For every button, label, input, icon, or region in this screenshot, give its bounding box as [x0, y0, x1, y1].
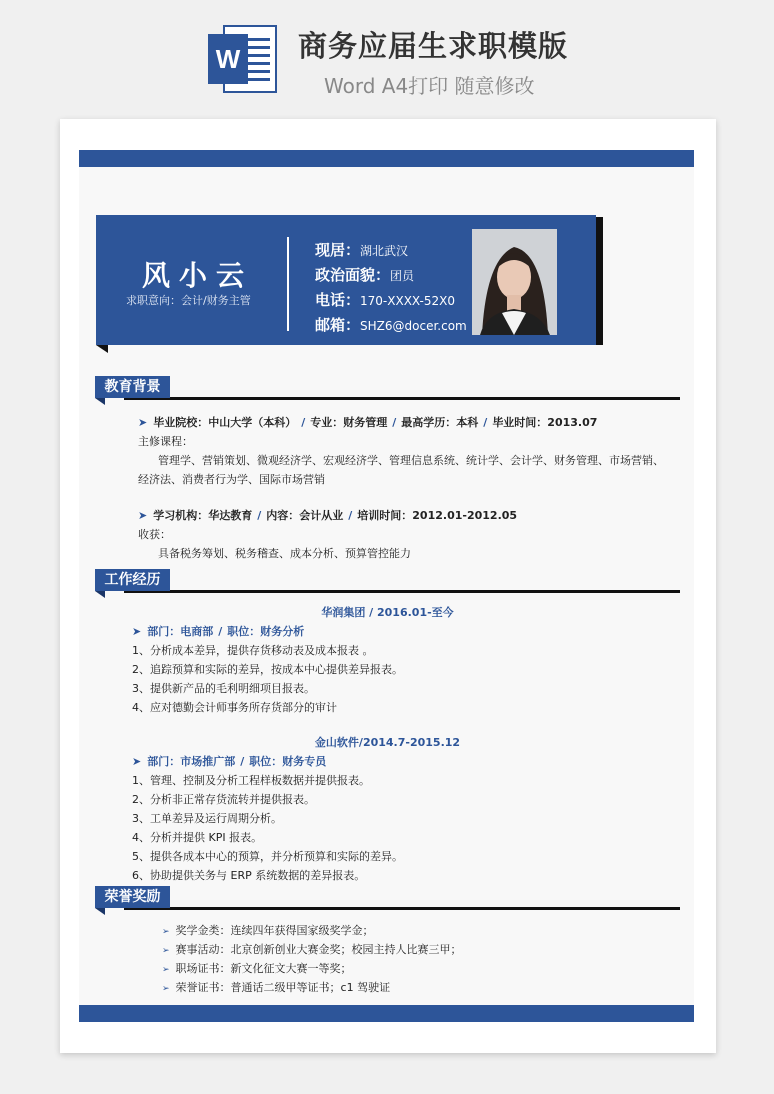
job-intent: 求职意向：会计/财务主管: [126, 294, 251, 307]
gains-label: 收获：: [138, 528, 171, 541]
education-entry-2: ➤ 学习机构：华达教育 / 内容：会计从业 / 培训时间：2012.01-2012.05: [138, 509, 518, 522]
job-1-company: 华润集团 / 2016.01-至今: [321, 606, 454, 619]
courses-label: 主修课程：: [138, 435, 193, 448]
honor-item-4: ➢ 荣誉证书：普通话二级甲等证书；c1 驾驶证: [162, 981, 391, 994]
header-notch: [96, 345, 108, 353]
education-entry-1: ➤ 毕业院校：中山大学（本科） / 专业：财务管理 / 最高学历：本科 / 毕业时间：2013.07: [138, 416, 598, 429]
job-1-duty-2: 2、追踪预算和实际的差异，按成本中心提供差异报表。: [132, 663, 403, 676]
courses-line-1: 管理学、营销策划、微观经济学、宏观经济学、管理信息系统、统计学、会计学、财务管理、市场营销、: [158, 454, 664, 467]
courses-line-2: 经济法、消费者行为学、国际市场营销: [138, 473, 325, 486]
job-1-duty-4: 4、应对德勤会计师事务所存货部分的审计: [132, 701, 337, 714]
job-2-duty-3: 3、工单差异及运行周期分析。: [132, 812, 282, 825]
header-divider: [287, 237, 289, 331]
chevron-right-icon: ➤: [132, 625, 142, 638]
info-phone: 电话：170-XXXX-52X0: [315, 291, 455, 309]
logo-letter: W: [215, 44, 241, 74]
triangle-right-icon: ➢: [162, 965, 170, 975]
job-1-duty-1: 1、分析成本差异，提供存货移动表及成本报表 。: [132, 644, 374, 657]
triangle-right-icon: ➢: [162, 984, 170, 994]
bottom-accent-bar: [79, 1005, 694, 1022]
honor-item-3: ➢ 职场证书：新文化征文大赛一等奖；: [162, 962, 352, 975]
job-2-duty-1: 1、管理、控制及分析工程样板数据并提供报表。: [132, 774, 370, 787]
job-2-role: ➤ 部门：市场推广部 / 职位：财务专员: [132, 755, 327, 768]
job-1-duty-3: 3、提供新产品的毛利明细项目报表。: [132, 682, 315, 695]
job-2-company: 金山软件/2014.7-2015.12: [314, 736, 461, 749]
job-1-role: ➤ 部门：电商部 / 职位：财务分析: [132, 625, 305, 638]
honor-item-2: ➢ 赛事活动：北京创新创业大赛金奖；校园主持人比赛三甲；: [162, 943, 462, 956]
top-accent-bar: [79, 150, 694, 167]
job-2-duty-6: 6、协助提供关务与 ERP 系统数据的差异报表。: [132, 869, 366, 882]
banner-title: 商务应届生求职模版: [298, 29, 569, 63]
info-political: 政治面貌：团员: [315, 266, 415, 284]
info-residence: 现居：湖北武汉: [315, 241, 409, 259]
banner-subtitle: Word A4打印 随意修改: [324, 74, 535, 98]
info-email: 邮箱：SHZ6@docer.com: [315, 316, 467, 334]
top-banner: [0, 0, 774, 118]
triangle-right-icon: ➢: [162, 946, 170, 956]
avatar: [472, 229, 557, 335]
job-2-duty-2: 2、分析非正常存货流转并提供报表。: [132, 793, 315, 806]
chevron-right-icon: ➤: [138, 416, 148, 429]
job-2-duty-5: 5、提供各成本中心的预算，并分析预算和实际的差异。: [132, 850, 403, 863]
chevron-right-icon: ➤: [132, 755, 142, 768]
resume-page: 风小云 求职意向：会计/财务主管 现居：湖北武汉 政治面貌：团员 电话：170-XXXX-52X0 邮箱：SHZ6@docer.com 教育背景 ➤ 毕业院校：中山大学（本科） / 专业：财务管理 / 最高学历：本科 / 毕业时间：2013.07 主修课程： 管理学、营销策划、微观经济学、宏观经济学、管理信息系统、统计学、会计学、财务管理、市场营销、 经济法、消费者行为学、国际市场营销 ➤ 学习机构：华达教育 / 内容：会计从业 / 培训时间：2012.01-2012.05 收获： 具备税务筹划、税务稽查、成本分析、预算管控能力 工作经历 华润集团 / 2016.01-至今 ➤ 部门：电商部 / 职位：财务分析 1、分析成本差异，提供存货移动表及成本报表 。 2、追踪预算和实际的差异，按成本中心提供差异报表。 3、提供新产品的毛利明细项目报表。 4、应对德勤会计师事务所存货部分的审计 金山软件/2014.7-2015.12 ➤ 部门：市场推广部 / 职位：财务专员 1、管理、控制及分析工程样板数据并提供报表。 2、分析非正常存货流转并提供报表。 3、工单差异及运行周期分析。 4、分析并提供 KPI 报表。 5、提供各成本中心的预算，并分析预算和实际的差异。 6、协助提供关务与 ERP 系统数据的差异报表。 荣誉奖励 ➢ 奖学金类：连续四年获得国家级奖学金； ➢ 赛事活动：北京创新创业大赛金奖；校园主持人比赛三甲； ➢ 职场证书：新文化征文大赛一等奖； ➢ 荣誉证书：普通话二级甲等证书；c1 驾驶证: [60, 119, 716, 1053]
gains-line-1: 具备税务筹划、税务稽查、成本分析、预算管控能力: [158, 547, 411, 560]
candidate-name: 风小云: [142, 259, 254, 292]
triangle-right-icon: ➢: [162, 927, 170, 937]
chevron-right-icon: ➤: [138, 509, 148, 522]
word-document-icon: [206, 22, 280, 96]
job-2-duty-4: 4、分析并提供 KPI 报表。: [132, 831, 263, 844]
honor-item-1: ➢ 奖学金类：连续四年获得国家级奖学金；: [162, 924, 374, 937]
